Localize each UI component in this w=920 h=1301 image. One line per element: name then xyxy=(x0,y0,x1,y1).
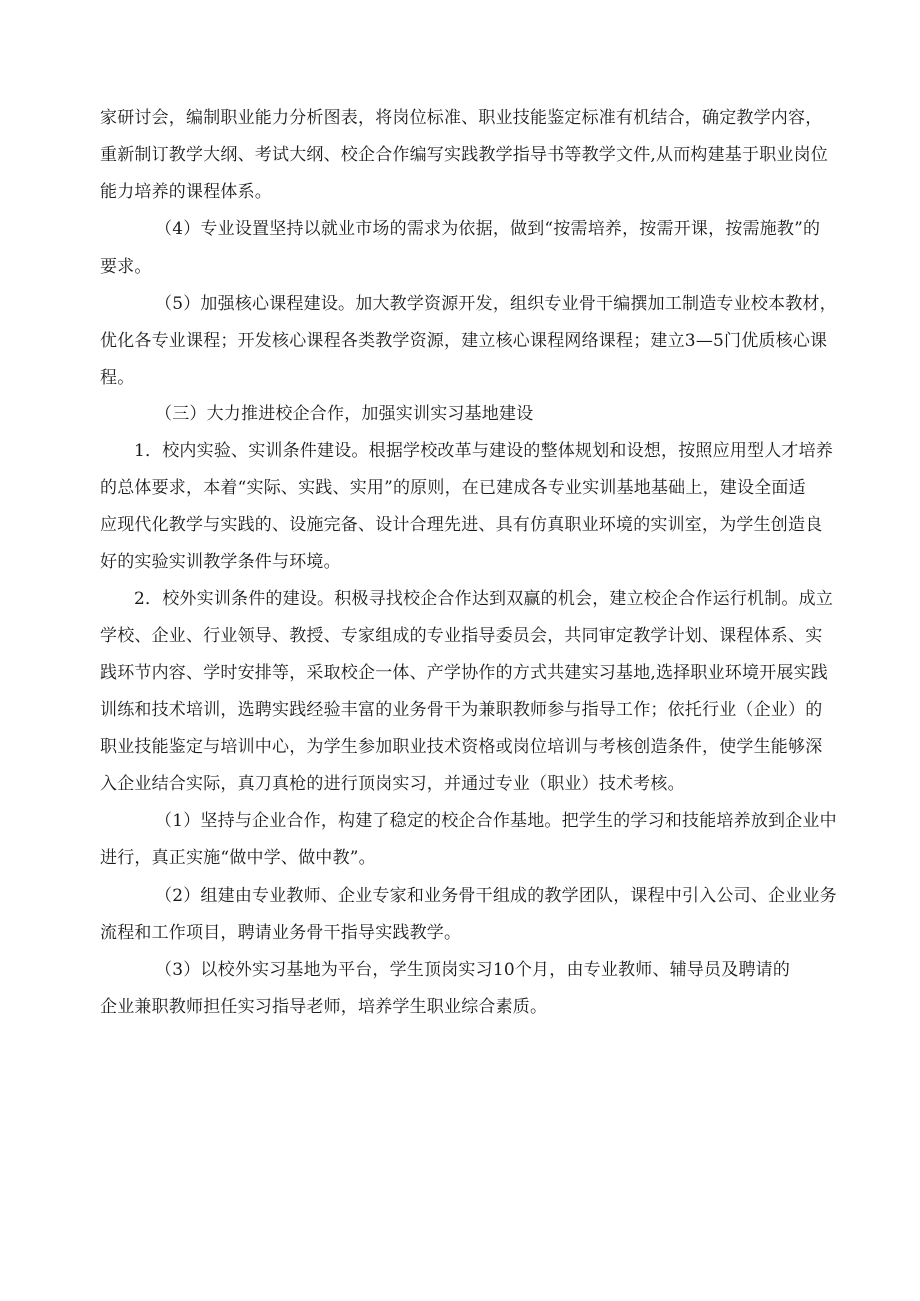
text-line: 家研讨会，编制职业能力分析图表，将岗位标准、职业技能鉴定标准有机结合，确定教学内容， xyxy=(100,108,823,128)
text-line: 职业技能鉴定与培训中心，为学生参加职业技术资格或岗位培训与考核创造条件，使学生能够深 xyxy=(100,737,823,757)
text-line: （2）组建由专业教师、企业专家和业务骨干组成的教学团队，课程中引入公司、企业业务 xyxy=(155,886,837,906)
text-line: 进行，真正实施“做中学、做中教”。 xyxy=(100,848,376,868)
text-line: 训练和技术培训，选聘实践经验丰富的业务骨干为兼职教师参与指导工作；依托行业（企业）的 xyxy=(100,700,823,720)
text-line: 的总体要求，本着“实际、实践、实用”的原则，在已建成各专业实训基地基础上，建设全面适 xyxy=(100,478,806,498)
text-line: 1．校内实验、实训条件建设。根据学校改革与建设的整体规划和设想，按照应用型人才培养 xyxy=(134,441,834,461)
text-line: 要求。 xyxy=(100,257,152,277)
text-line: （3）以校外实习基地为平台，学生顶岗实习10个月，由专业教师、辅导员及聘请的 xyxy=(155,960,791,980)
text-line: 好的实验实训教学条件与环境。 xyxy=(100,552,341,572)
text-line: 优化各专业课程；开发核心课程各类教学资源，建立核心课程网络课程；建立3—5门优质核心课 xyxy=(100,331,828,351)
text-line: 入企业结合实际，真刀真枪的进行顶岗实习，并通过专业（职业）技术考核。 xyxy=(100,774,685,794)
text-line: 企业兼职教师担任实习指导老师，培养学生职业综合素质。 xyxy=(100,997,548,1017)
section-heading: （三）大力推进校企合作，加强实训实习基地建设 xyxy=(155,404,534,424)
text-line: 2．校外实训条件的建设。积极寻找校企合作达到双赢的机会，建立校企合作运行机制。成立 xyxy=(134,589,834,609)
text-line: （1）坚持与企业合作，构建了稳定的校企合作基地。把学生的学习和技能培养放到企业中 xyxy=(155,811,837,831)
text-line: （4）专业设置坚持以就业市场的需求为依据，做到“按需培养，按需开课，按需施教”的 xyxy=(155,219,821,239)
text-line: 应现代化教学与实践的、设施完备、设计合理先进、具有仿真职业环境的实训室，为学生创造良 xyxy=(100,515,823,535)
text-line: 程。 xyxy=(100,368,135,388)
text-line: （5）加强核心课程建设。加大教学资源开发，组织专业骨干编撰加工制造专业校本教材， xyxy=(155,294,837,314)
text-line: 能力培养的课程体系。 xyxy=(100,182,272,202)
text-line: 流程和工作项目，聘请业务骨干指导实践教学。 xyxy=(100,923,462,943)
text-line: 重新制订教学大纲、考试大纲、校企合作编写实践教学指导书等教学文件,从而构建基于职业岗位 xyxy=(100,145,829,165)
text-line: 践环节内容、学时安排等，采取校企一体、产学协作的方式共建实习基地,选择职业环境开展实践 xyxy=(100,663,829,683)
text-line: 学校、企业、行业领导、教授、专家组成的专业指导委员会，共同审定教学计划、课程体系、实 xyxy=(100,626,823,646)
